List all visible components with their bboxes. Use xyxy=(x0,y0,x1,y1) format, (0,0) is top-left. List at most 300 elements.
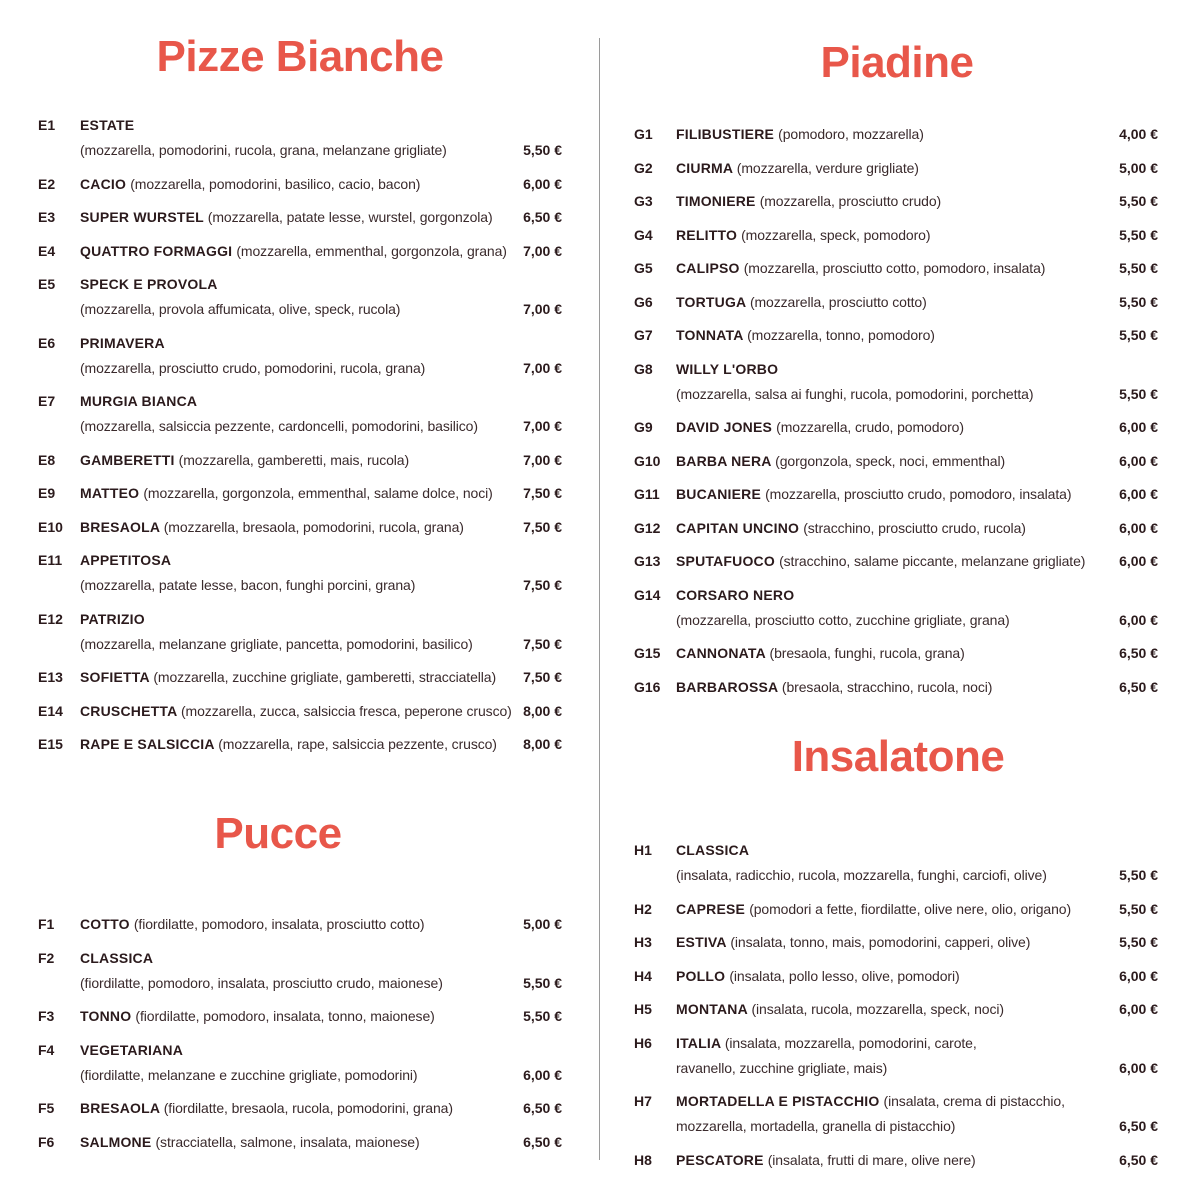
menu-item xyxy=(634,838,1158,888)
menu-item xyxy=(634,964,1158,989)
item-code: E5 xyxy=(38,276,56,292)
item-name-wrap xyxy=(80,113,134,138)
item-name: PRIMAVERA xyxy=(80,334,165,351)
item-line xyxy=(38,607,562,632)
menu-item xyxy=(38,515,562,540)
item-price: 5,50 € xyxy=(1119,293,1158,310)
item-name-wrap xyxy=(676,838,749,863)
item-line xyxy=(38,414,562,439)
item-line xyxy=(38,297,562,322)
item-name-wrap xyxy=(676,223,930,248)
item-name: QUATTRO FORMAGGI xyxy=(80,242,233,259)
item-price: 6,00 € xyxy=(1119,519,1158,536)
item-price: 4,00 € xyxy=(1119,126,1158,142)
item-name: GAMBERETTI xyxy=(80,451,175,468)
item-line xyxy=(634,482,1158,507)
item-price: 6,50 € xyxy=(1119,645,1158,661)
item-ingredients: (mozzarella, prosciutto cotto, pomodoro, insalata) xyxy=(743,260,1046,276)
item-code: G11 xyxy=(634,486,660,502)
section-title: Pizze Bianche xyxy=(156,32,444,81)
item-line xyxy=(634,1089,1158,1114)
item-code: F3 xyxy=(38,1008,55,1024)
item-price: 7,00 € xyxy=(523,359,562,376)
item-name-wrap xyxy=(676,997,1004,1022)
item-code: G14 xyxy=(634,586,661,603)
item-code: E3 xyxy=(38,209,56,225)
item-code: G13 xyxy=(634,553,661,569)
menu-item xyxy=(634,156,1158,181)
item-name: ITALIA xyxy=(676,1034,721,1051)
item-name: SPECK E PROVOLA xyxy=(80,276,218,292)
item-line xyxy=(634,1148,1158,1173)
item-name-wrap xyxy=(676,415,964,440)
item-code: G7 xyxy=(634,327,653,343)
item-price: 6,00 € xyxy=(523,175,562,192)
item-code: G15 xyxy=(634,645,661,661)
item-name-wrap xyxy=(80,272,218,297)
item-line xyxy=(38,548,562,573)
item-name-wrap xyxy=(676,122,924,147)
item-ingredients: (mozzarella, melanzane grigliate, pancetta, pomodorini, basilico) xyxy=(80,635,473,652)
menu-item xyxy=(634,290,1158,315)
menu-item xyxy=(38,272,562,322)
item-price: 5,50 € xyxy=(523,974,562,991)
item-line xyxy=(38,481,562,506)
item-code: H8 xyxy=(634,1151,652,1168)
item-ingredients: (pomodori a fette, fiordilatte, olive nere, olio, origano) xyxy=(749,900,1072,917)
item-ingredients: (insalata, rucola, mozzarella, speck, noci) xyxy=(751,1001,1004,1017)
item-name-wrap xyxy=(80,1130,420,1155)
item-name-wrap xyxy=(676,449,1005,474)
item-name-wrap xyxy=(80,732,497,757)
item-price: 6,00 € xyxy=(1119,553,1158,569)
item-price: 5,50 € xyxy=(1119,193,1158,209)
item-code: F5 xyxy=(38,1100,55,1116)
item-line xyxy=(38,912,562,937)
item-line xyxy=(634,583,1158,608)
item-name-wrap xyxy=(676,357,778,382)
item-name: MORTADELLA E PISTACCHIO xyxy=(676,1093,880,1109)
item-name-wrap xyxy=(80,548,171,573)
item-line xyxy=(634,223,1158,248)
item-line xyxy=(634,323,1158,348)
item-price: 5,00 € xyxy=(1119,159,1158,176)
item-name-wrap xyxy=(80,205,493,230)
item-ingredients: (mozzarella, zucchine grigliate, gamberetti, stracciatella) xyxy=(153,669,497,685)
section-title: Insalatone xyxy=(791,732,1005,781)
item-line xyxy=(38,356,562,381)
menu-item xyxy=(634,675,1158,700)
item-name: WILLY L'ORBO xyxy=(676,360,779,377)
item-ingredients: (mozzarella, tonno, pomodoro) xyxy=(747,327,935,343)
item-name-wrap xyxy=(676,641,965,666)
item-ingredients: (insalata, tonno, mais, pomodorini, capperi, olive) xyxy=(730,934,1031,950)
item-ingredients: (stracciatella, salmone, insalata, maionese) xyxy=(155,1133,420,1150)
item-name-wrap xyxy=(80,912,424,937)
item-ingredients: (mozzarella, rape, salsiccia pezzente, crusco) xyxy=(218,736,497,752)
item-name: MATTEO xyxy=(80,485,140,501)
item-name: CAPITAN UNCINO xyxy=(676,519,800,536)
section-title: Piadine xyxy=(820,38,974,87)
item-price: 5,50 € xyxy=(1119,260,1158,276)
item-name: CLASSICA xyxy=(80,949,154,966)
item-price: 6,00 € xyxy=(1119,611,1158,628)
menu-item xyxy=(634,323,1158,348)
item-ingredients: (bresaola, stracchino, rucola, noci) xyxy=(781,678,993,695)
item-ingredients: (pomodoro, mozzarella) xyxy=(778,126,924,142)
item-line xyxy=(38,1130,562,1155)
menu-item xyxy=(634,189,1158,214)
menu-item xyxy=(634,549,1158,574)
item-line xyxy=(38,272,562,297)
item-name: TONNO xyxy=(80,1008,132,1024)
item-line xyxy=(38,699,562,724)
item-code: G16 xyxy=(634,678,661,695)
item-name: MONTANA xyxy=(676,1001,748,1017)
item-price: 6,00 € xyxy=(1119,486,1158,502)
menu-item xyxy=(38,1096,562,1121)
menu-item xyxy=(634,122,1158,147)
item-line xyxy=(38,389,562,414)
item-line xyxy=(38,971,562,996)
item-code: F1 xyxy=(38,916,55,932)
item-name-wrap xyxy=(676,897,1071,922)
item-code: G9 xyxy=(634,419,653,435)
item-code: E14 xyxy=(38,702,63,719)
item-price: 5,50 € xyxy=(1119,385,1158,402)
column-divider xyxy=(599,38,600,1160)
item-price: 7,50 € xyxy=(523,518,562,535)
menu-item xyxy=(634,1089,1158,1139)
item-name: BARBAROSSA xyxy=(676,678,778,695)
item-name: SOFIETTA xyxy=(80,669,150,685)
item-price: 7,00 € xyxy=(523,301,562,317)
item-price: 7,00 € xyxy=(523,418,562,434)
item-ingredients: (mozzarella, pomodorini, basilico, cacio, bacon) xyxy=(130,175,421,192)
item-line xyxy=(38,448,562,473)
menu-item xyxy=(634,1031,1158,1081)
item-name-wrap xyxy=(676,323,935,348)
item-code: E2 xyxy=(38,175,56,192)
item-price: 5,50 € xyxy=(523,142,562,158)
item-code: E4 xyxy=(38,242,56,259)
item-line xyxy=(634,641,1158,666)
item-name-wrap xyxy=(676,156,919,181)
item-ingredients: (mozzarella, prosciutto crudo, pomodoro, insalata) xyxy=(765,486,1072,502)
item-ingredients: (stracchino, salame piccante, melanzane grigliate) xyxy=(779,553,1086,569)
item-code: F4 xyxy=(38,1041,55,1058)
item-price: 8,00 € xyxy=(523,702,562,719)
item-price: 7,50 € xyxy=(523,485,562,501)
item-line xyxy=(634,997,1158,1022)
item-line xyxy=(38,1096,562,1121)
item-name: RAPE E SALSICCIA xyxy=(80,736,215,752)
item-line xyxy=(634,1031,1158,1056)
item-ingredients: (insalata, radicchio, rucola, mozzarella, funghi, carciofi, olive) xyxy=(676,867,1047,883)
menu-item xyxy=(38,448,562,473)
item-code: G2 xyxy=(634,159,653,176)
menu-item xyxy=(634,415,1158,440)
item-line xyxy=(634,290,1158,315)
menu-item xyxy=(634,516,1158,541)
item-code: G10 xyxy=(634,452,661,469)
item-name-wrap xyxy=(80,515,464,540)
item-ingredients: (mozzarella, prosciutto crudo) xyxy=(759,193,942,209)
item-name-wrap xyxy=(676,290,927,315)
menu-item xyxy=(38,548,562,598)
item-ingredients: (insalata, crema di pistacchio, xyxy=(883,1093,1065,1109)
item-name: POLLO xyxy=(676,967,726,984)
item-line xyxy=(38,331,562,356)
menu-item xyxy=(38,665,562,690)
item-line xyxy=(634,838,1158,863)
item-name: CORSARO NERO xyxy=(676,586,795,603)
item-line xyxy=(634,897,1158,922)
item-name: CRUSCHETTA xyxy=(80,702,177,719)
item-ingredients: (mozzarella, pomodorini, rucola, grana, melanzane grigliate) xyxy=(80,142,447,158)
item-line xyxy=(634,382,1158,407)
item-line xyxy=(38,573,562,598)
item-name: CLASSICA xyxy=(676,842,750,858)
item-ingredients: (mozzarella, speck, pomodoro) xyxy=(741,226,931,243)
item-line xyxy=(634,516,1158,541)
item-ingredients: (mozzarella, verdure grigliate) xyxy=(736,159,919,176)
menu-item xyxy=(634,997,1158,1022)
menu-item xyxy=(634,583,1158,633)
item-price: 7,50 € xyxy=(523,577,562,593)
item-name: CAPRESE xyxy=(676,900,746,917)
item-name: VEGETARIANA xyxy=(80,1041,184,1058)
item-price: 6,50 € xyxy=(1119,1151,1158,1168)
item-price: 5,50 € xyxy=(1119,900,1158,917)
item-line xyxy=(634,449,1158,474)
section-title: Pucce xyxy=(214,809,342,858)
item-name-wrap xyxy=(80,172,420,197)
menu-item xyxy=(38,1038,562,1088)
item-ingredients: (fiordilatte, melanzane e zucchine grigliate, pomodorini) xyxy=(80,1066,418,1083)
item-line xyxy=(38,205,562,230)
item-line xyxy=(38,665,562,690)
item-code: G8 xyxy=(634,360,653,377)
item-name: CACIO xyxy=(80,175,127,192)
menu-item xyxy=(634,482,1158,507)
item-code: G5 xyxy=(634,260,653,276)
menu-item xyxy=(634,449,1158,474)
item-name-wrap xyxy=(80,1038,183,1063)
item-code: G6 xyxy=(634,293,653,310)
item-code: H3 xyxy=(634,934,652,950)
item-price: 6,00 € xyxy=(1119,1059,1158,1076)
item-ingredients: (bresaola, funghi, rucola, grana) xyxy=(769,645,965,661)
item-price: 5,50 € xyxy=(1119,867,1158,883)
item-ingredients: (mozzarella, prosciutto cotto, zucchine grigliate, grana) xyxy=(676,611,1010,628)
item-name: TONNATA xyxy=(676,327,743,343)
item-code: E10 xyxy=(38,518,63,535)
item-ingredients: (mozzarella, patate lesse, wurstel, gorgonzola) xyxy=(207,209,493,225)
item-line xyxy=(634,863,1158,888)
item-name: ESTIVA xyxy=(676,934,727,950)
item-ingredients: (mozzarella, bresaola, pomodorini, rucola, grana) xyxy=(163,518,464,535)
item-name: CIURMA xyxy=(676,159,733,176)
item-ingredients: (mozzarella, zucca, salsiccia fresca, peperone crusco) xyxy=(180,702,512,719)
item-ingredients: (mozzarella, crudo, pomodoro) xyxy=(776,419,964,435)
menu-item xyxy=(634,1148,1158,1173)
item-price: 5,50 € xyxy=(1119,934,1158,950)
item-line xyxy=(634,608,1158,633)
item-name-wrap xyxy=(80,1004,435,1029)
item-ingredients: (fiordilatte, pomodoro, insalata, prosciutto crudo, maionese) xyxy=(80,974,443,991)
item-ingredients: (insalata, frutti di mare, olive nere) xyxy=(767,1151,976,1168)
item-name: BRESAOLA xyxy=(80,518,160,535)
item-price: 5,50 € xyxy=(523,1008,562,1024)
item-ingredients: (mozzarella, salsa ai funghi, rucola, pomodorini, porchetta) xyxy=(676,385,1034,402)
item-code: G4 xyxy=(634,226,653,243)
item-name: BRESAOLA xyxy=(80,1100,160,1116)
item-ingredients: ravanello, zucchine grigliate, mais) xyxy=(676,1059,888,1076)
item-name-wrap xyxy=(676,1148,976,1173)
item-code: E7 xyxy=(38,393,56,409)
item-ingredients: (mozzarella, provola affumicata, olive, speck, rucola) xyxy=(80,301,401,317)
item-name-wrap xyxy=(676,675,992,700)
item-name: CALIPSO xyxy=(676,260,740,276)
item-name: COTTO xyxy=(80,916,130,932)
item-line xyxy=(634,549,1158,574)
item-ingredients: (mozzarella, prosciutto cotto) xyxy=(749,293,927,310)
item-line xyxy=(634,1114,1158,1139)
item-line xyxy=(634,357,1158,382)
item-code: H6 xyxy=(634,1034,652,1051)
item-name: TIMONIERE xyxy=(676,193,756,209)
item-name: BUCANIERE xyxy=(676,486,762,502)
item-code: E6 xyxy=(38,334,56,351)
item-line xyxy=(634,256,1158,281)
item-ingredients: (mozzarella, prosciutto crudo, pomodorini, rucola, grana) xyxy=(80,359,426,376)
item-name-wrap xyxy=(676,256,1045,281)
item-line xyxy=(38,1004,562,1029)
item-name-wrap xyxy=(80,448,409,473)
menu-item xyxy=(634,930,1158,955)
item-line xyxy=(634,930,1158,955)
menu-item xyxy=(38,389,562,439)
item-code: H4 xyxy=(634,967,652,984)
item-name: MURGIA BIANCA xyxy=(80,393,198,409)
item-code: E13 xyxy=(38,669,63,685)
item-ingredients: (fiordilatte, bresaola, rucola, pomodorini, grana) xyxy=(163,1100,453,1116)
item-line xyxy=(634,675,1158,700)
item-line xyxy=(38,239,562,264)
item-price: 6,00 € xyxy=(523,1066,562,1083)
item-price: 6,50 € xyxy=(523,209,562,225)
item-price: 6,00 € xyxy=(1119,452,1158,469)
menu-item xyxy=(38,912,562,937)
item-name-wrap xyxy=(676,516,1026,541)
item-code: E9 xyxy=(38,485,56,501)
item-code: E15 xyxy=(38,736,63,752)
menu-item xyxy=(634,897,1158,922)
item-ingredients: (insalata, pollo lesso, olive, pomodori) xyxy=(729,967,960,984)
menu-item xyxy=(38,946,562,996)
item-code: E8 xyxy=(38,451,56,468)
item-name: SPUTAFUOCO xyxy=(676,553,775,569)
item-name: ESTATE xyxy=(80,117,135,133)
menu-item xyxy=(38,113,562,163)
item-code: E12 xyxy=(38,610,63,627)
item-name-wrap xyxy=(80,239,507,264)
item-name-wrap xyxy=(676,1089,1065,1114)
item-line xyxy=(634,415,1158,440)
item-price: 6,50 € xyxy=(1119,678,1158,695)
item-name-wrap xyxy=(80,389,197,414)
item-ingredients: (gorgonzola, speck, noci, emmenthal) xyxy=(775,452,1006,469)
item-code: H2 xyxy=(634,900,652,917)
item-code: E11 xyxy=(38,552,63,568)
item-name: PATRIZIO xyxy=(80,610,145,627)
item-name-wrap xyxy=(80,665,496,690)
item-price: 6,50 € xyxy=(523,1100,562,1116)
item-price: 7,50 € xyxy=(523,635,562,652)
item-code: G3 xyxy=(634,193,653,209)
item-line xyxy=(38,113,562,138)
item-name: SALMONE xyxy=(80,1133,152,1150)
item-price: 5,50 € xyxy=(1119,226,1158,243)
item-ingredients: (mozzarella, patate lesse, bacon, funghi porcini, grana) xyxy=(80,577,416,593)
menu-item xyxy=(634,256,1158,281)
item-name-wrap xyxy=(676,189,941,214)
item-ingredients: (stracchino, prosciutto crudo, rucola) xyxy=(803,519,1026,536)
menu-item xyxy=(38,1130,562,1155)
item-code: H1 xyxy=(634,842,652,858)
item-name: BARBA NERA xyxy=(676,452,772,469)
item-line xyxy=(634,1056,1158,1081)
menu-item xyxy=(38,239,562,264)
item-ingredients: (fiordilatte, pomodoro, insalata, prosciutto cotto) xyxy=(133,916,425,932)
item-line xyxy=(38,1063,562,1088)
item-name-wrap xyxy=(676,482,1071,507)
item-code: H7 xyxy=(634,1093,652,1109)
item-line xyxy=(38,946,562,971)
item-name-wrap xyxy=(676,583,794,608)
item-price: 8,00 € xyxy=(523,736,562,752)
menu-item xyxy=(38,331,562,381)
item-price: 6,50 € xyxy=(1119,1118,1158,1134)
item-price: 6,00 € xyxy=(1119,419,1158,435)
item-name: CANNONATA xyxy=(676,645,766,661)
item-line xyxy=(634,189,1158,214)
item-name: SUPER WURSTEL xyxy=(80,209,204,225)
item-price: 7,50 € xyxy=(523,669,562,685)
item-line xyxy=(38,632,562,657)
item-name-wrap xyxy=(80,1096,453,1121)
item-name-wrap xyxy=(80,331,165,356)
item-name: TORTUGA xyxy=(676,293,746,310)
item-line xyxy=(634,156,1158,181)
item-line xyxy=(38,172,562,197)
item-ingredients: (mozzarella, gorgonzola, emmenthal, salame dolce, noci) xyxy=(143,485,493,501)
item-name-wrap xyxy=(676,964,960,989)
item-name-wrap xyxy=(80,946,153,971)
item-code: F6 xyxy=(38,1133,55,1150)
item-ingredients: (mozzarella, emmenthal, gorgonzola, grana) xyxy=(236,242,507,259)
menu-item xyxy=(634,223,1158,248)
item-line xyxy=(38,515,562,540)
menu-item xyxy=(38,205,562,230)
item-line xyxy=(38,732,562,757)
item-price: 6,00 € xyxy=(1119,1001,1158,1017)
item-name: APPETITOSA xyxy=(80,552,172,568)
item-ingredients: (fiordilatte, pomodoro, insalata, tonno, maionese) xyxy=(135,1008,435,1024)
item-code: G12 xyxy=(634,519,661,536)
menu-item xyxy=(38,699,562,724)
